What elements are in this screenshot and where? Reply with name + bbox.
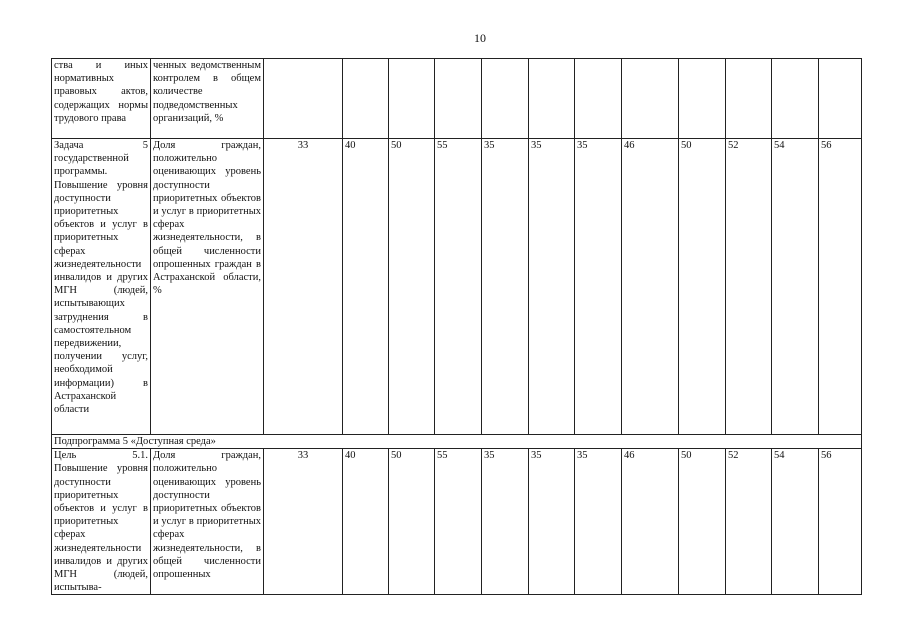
value-cell: 46 bbox=[622, 139, 679, 435]
goal-cell: Цель 5.1. Повышение уровня доступности приоритетных объектов и услуг в приоритетных сферах жизнедеятельности инвалидов и других МГН (людей, испытыва- bbox=[52, 449, 151, 595]
value-cell: 52 bbox=[726, 139, 772, 435]
value-cell: 55 bbox=[435, 139, 482, 435]
indicator-cell: Доля граждан, положительно оценивающих уровень доступности приоритетных объектов и услуг в приоритетных сферах жизнедеятельности, в общей численности опрошенных граждан в Астраханской области, % bbox=[151, 139, 264, 435]
value-cell: 33 bbox=[264, 449, 343, 595]
value-cell bbox=[435, 59, 482, 139]
value-cell: 56 bbox=[819, 449, 862, 595]
value-cell: 50 bbox=[389, 449, 435, 595]
goal-cell: Задача 5 государственной программы. Повышение уровня доступности приоритетных объектов и услуг в приоритетных сферах жизнедеятельности инвалидов и других МГН (людей, испытывающих затруднения в самостоятельном передвижении, получении услуг, необходимой информации) в Астраханской области bbox=[52, 139, 151, 435]
value-cell: 40 bbox=[343, 139, 389, 435]
value-cell: 50 bbox=[679, 449, 726, 595]
value-cell: 56 bbox=[819, 139, 862, 435]
section-row bbox=[52, 435, 862, 449]
value-cell bbox=[622, 59, 679, 139]
goal-cell: ства и иных нормативных правовых актов, содержащих нормы трудового права bbox=[52, 59, 151, 139]
value-cell: 50 bbox=[389, 139, 435, 435]
value-cell: 35 bbox=[575, 139, 622, 435]
table-row bbox=[52, 449, 862, 595]
value-cell bbox=[264, 59, 343, 139]
value-cell: 35 bbox=[482, 449, 529, 595]
value-cell: 35 bbox=[575, 449, 622, 595]
value-cell bbox=[389, 59, 435, 139]
value-cell: 46 bbox=[622, 449, 679, 595]
value-cell bbox=[819, 59, 862, 139]
value-cell: 54 bbox=[772, 449, 819, 595]
value-cell: 35 bbox=[529, 449, 575, 595]
table-row bbox=[52, 139, 862, 435]
value-cell bbox=[679, 59, 726, 139]
indicators-table bbox=[51, 58, 862, 595]
value-cell bbox=[482, 59, 529, 139]
page-number: 10 bbox=[474, 31, 486, 45]
indicator-cell: Доля граждан, положительно оценивающих уровень доступности приоритетных объектов и услуг в приоритетных сферах жизнедеятельности, в общей численности опрошенных bbox=[151, 449, 264, 595]
value-cell bbox=[343, 59, 389, 139]
indicator-cell: ченных ведомственным контролем в общем количестве подведомственных организаций, % bbox=[151, 59, 264, 139]
value-cell: 54 bbox=[772, 139, 819, 435]
value-cell: 33 bbox=[264, 139, 343, 435]
value-cell: 50 bbox=[679, 139, 726, 435]
table-row bbox=[52, 59, 862, 139]
value-cell bbox=[726, 59, 772, 139]
value-cell: 52 bbox=[726, 449, 772, 595]
value-cell bbox=[575, 59, 622, 139]
section-title: Подпрограмма 5 «Доступная среда» bbox=[52, 435, 862, 449]
value-cell bbox=[529, 59, 575, 139]
value-cell: 35 bbox=[529, 139, 575, 435]
value-cell: 55 bbox=[435, 449, 482, 595]
value-cell: 40 bbox=[343, 449, 389, 595]
value-cell bbox=[772, 59, 819, 139]
value-cell: 35 bbox=[482, 139, 529, 435]
